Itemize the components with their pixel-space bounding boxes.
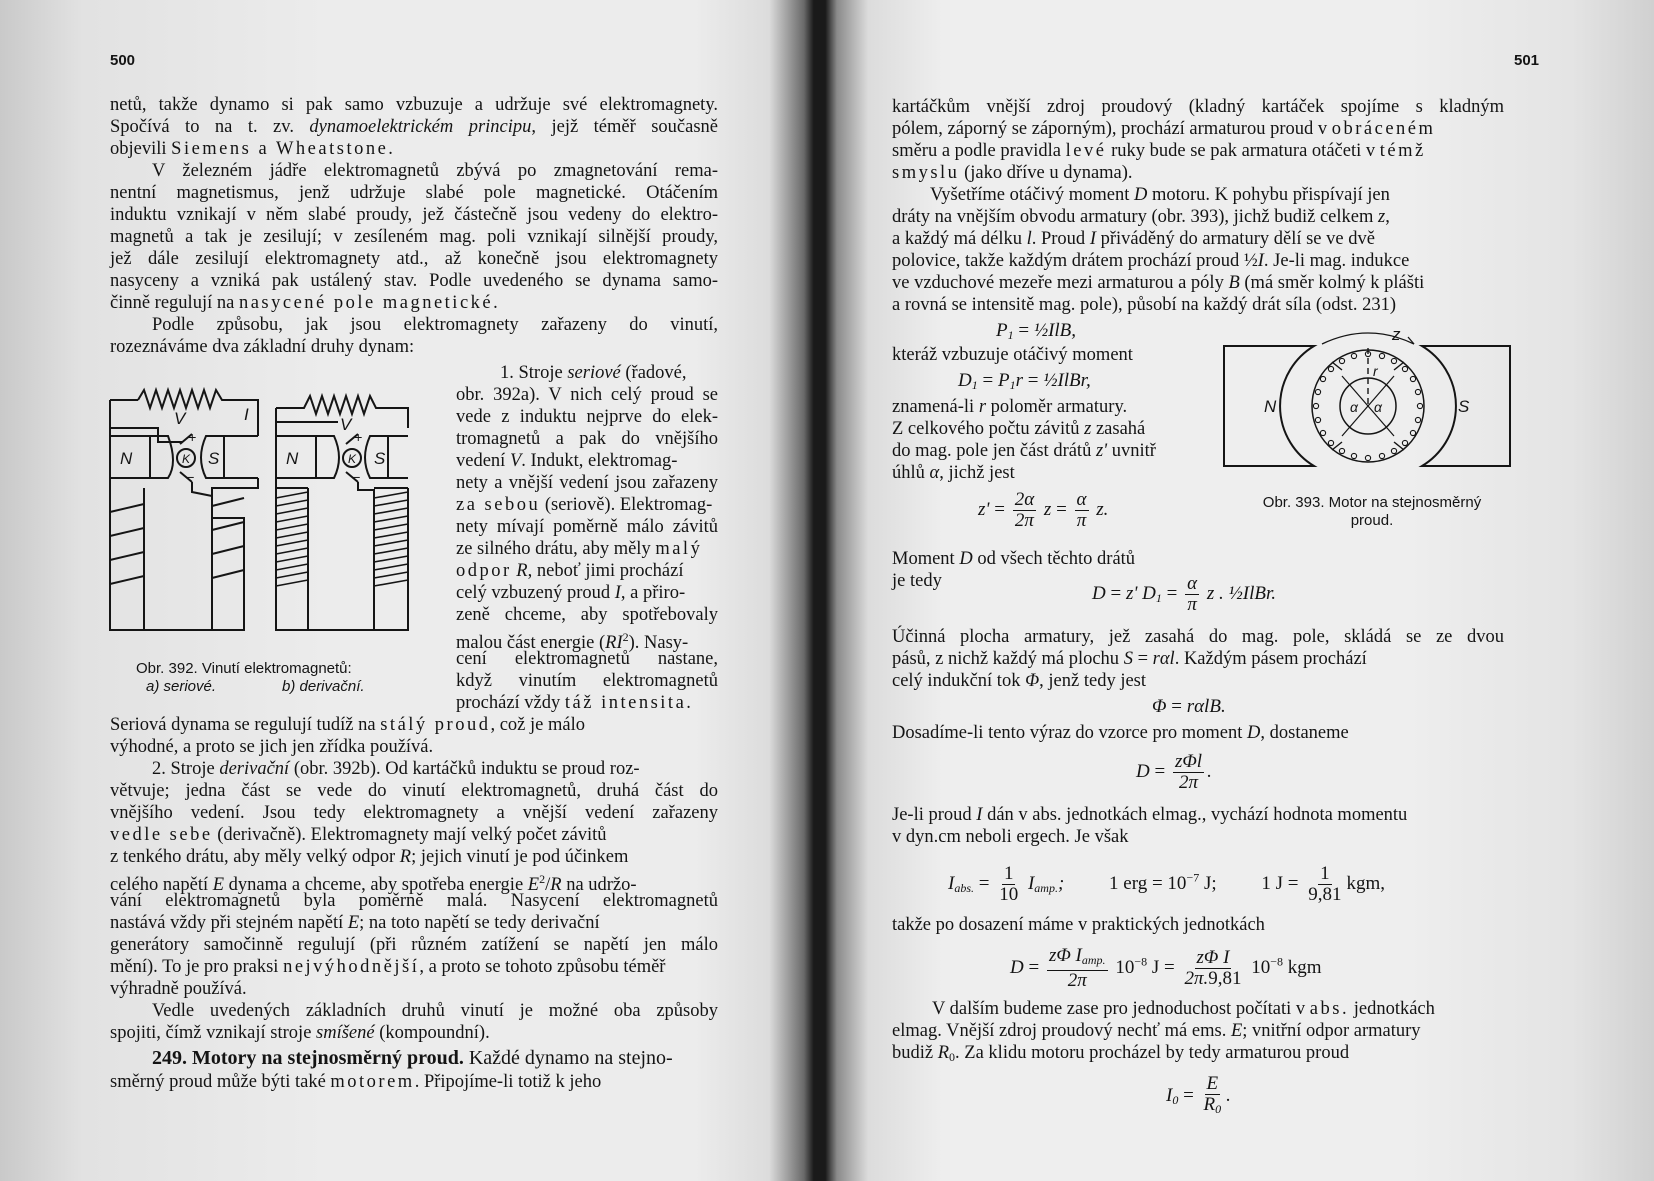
fig392-label-I: I (244, 405, 249, 424)
figure-392-caption-b: b) derivační. (282, 678, 365, 695)
fig393-label-S: S (1458, 397, 1470, 416)
fig392b-label-S: S (374, 449, 386, 468)
text-line: odpor R, neboť jimi prochází (456, 561, 684, 581)
text-line: cení elektromagnetů nastane, (456, 649, 718, 669)
figure-393-diagram (1222, 326, 1522, 484)
text-line: Podle způsobu, jak jsou elektromagnety zařazeny do vinutí, (152, 315, 718, 335)
text-line: Je-li proud I dán v abs. jednotkách elmag., vychází hodnota momentu (892, 805, 1408, 825)
text-line: znamená-li r poloměr armatury. (892, 397, 1128, 417)
text-line: Spočívá to na t. zv. dynamoelektrickém principu, jejž téměř současně (110, 117, 718, 137)
text-line: a rovná se intensitě mag. pole), působí na každý drát síla (odst. 231) (892, 295, 1396, 315)
fig392-label-K: K (182, 452, 191, 466)
text-line: Dosadíme-li tento výraz do vzorce pro moment D, dostaneme (892, 723, 1349, 743)
fig392-label-V: V (174, 409, 186, 428)
fig392b-label-V: V (340, 415, 352, 434)
text-line: induktu vznikají v něm slabé proudy, jež částečně jsou vedeny do elektro- (110, 205, 718, 225)
page-number: 500 (110, 52, 136, 69)
equation-P1: $P_1$ = ½IlB, (996, 320, 1077, 342)
text-line: ze silného drátu, aby měly malý (456, 539, 703, 559)
equation-I0: $I_0$ = $\frac{E}{R_0}$ . (1166, 1073, 1231, 1116)
text-line: celého napětí E dynama a chceme, aby spotřeba energie $E^2/R$ na udržo- (110, 872, 637, 896)
text-line: Seriová dynama se regulují tudíž na stálý proud, což je málo (110, 715, 585, 735)
text-line: prochází vždy táž intensita. (456, 693, 694, 713)
equation-Phi: Φ = rαlB. (1152, 696, 1226, 717)
text-line: zeně chceme, aby spotřebovaly (456, 605, 718, 625)
fig393-alpha-left: α (1350, 399, 1358, 415)
text-line: V dalším budeme zase pro jednoduchost počítati v abs. jednotkách (932, 999, 1435, 1019)
text-line: objevili Siemens a Wheatstone. (110, 139, 396, 159)
text-line: tromagnetů a pak do vnějšího (456, 429, 718, 449)
fig392-plus: + (188, 429, 197, 445)
text-line: V železném jádře elektromagnetů zbývá po zmagnetování rema- (152, 161, 718, 181)
text-line: vedle sebe (derivačně). Elektromagnety mají velký počet závitů (110, 825, 607, 845)
figure-393-caption: Obr. 393. Motor na stejnosměrný (1262, 494, 1482, 511)
text-line: činně regulují na nasycené pole magnetické. (110, 293, 501, 313)
text-line: smyslu (jako dříve u dynama). (892, 163, 1133, 183)
text-line: vedení V. Indukt, elektromag- (456, 451, 678, 471)
text-line: nety a vnější vedení jsou zařazeny (456, 473, 718, 493)
text-line: Z celkového počtu závitů z zasahá (892, 419, 1146, 439)
text-line: pásů, z nichž každý má plochu S = rαl. Každým pásem prochází (892, 649, 1367, 669)
text-line: vání elektromagnetů byla poměrně malá. Nasycení elektromagnetů (110, 891, 718, 911)
text-line: v dyn.cm neboli ergech. Je však (892, 827, 1129, 847)
text-line: netů, takže dynamo si pak samo vzbuzuje a udržuje své elektromagnety. (110, 95, 718, 115)
text-line: směru a podle pravidla levé ruky bude se pak armatura otáčeti v témž (892, 141, 1426, 161)
left-page (0, 0, 780, 1181)
fig392b-label-N: N (286, 449, 299, 468)
fig392b-minus: − (352, 469, 361, 485)
text-line: rozeznáváme dva základní druhy dynam: (110, 337, 415, 357)
text-line: takže po dosazení máme v praktických jednotkách (892, 915, 1265, 935)
figure-392-diagram (108, 378, 438, 648)
text-line: nasyceny a vzniká pak ustálený stav. Podle uvedeného se dynama samo- (110, 271, 718, 291)
text-line: úhlů α, jichž jest (892, 463, 1015, 483)
text-line: pólem, záporný se záporným), prochází armaturou proud v obráceném (892, 119, 1436, 139)
text-line: a každý má délku l. Proud I přiváděný do armatury dělí se ve dvě (892, 229, 1375, 249)
text-line: kartáčkům vnější zdroj proudový (kladný kartáček spojíme s kladným (892, 97, 1504, 117)
text-line: nety mívají poměrně málo závitů (456, 517, 718, 537)
text-line: polovice, takže každým drátem prochází proud ½I. Je-li mag. indukce (892, 251, 1410, 271)
text-line: nastává vždy při stejném napětí E; na toto napětí se tedy derivační (110, 913, 600, 933)
text-line: směrný proud může býti také motorem. Připojíme-li totiž k jeho (110, 1072, 602, 1092)
text-line: ve vzduchové mezeře mezi armaturou a póly B (má směr kolmý k plášti (892, 273, 1425, 293)
text-line: vede z induktu nejprve do elek- (456, 407, 718, 427)
text-line: obr. 392a). V nich celý proud se (456, 385, 718, 405)
section-heading-249: 249. Motory na stejnosměrný proud. Každé dynamo na stejno- (152, 1047, 673, 1069)
fig393-label-z: z (1392, 326, 1401, 344)
equation-D-phi: D = $\frac{\text{zΦl}}{2\pi}$ . (1136, 751, 1212, 793)
text-line: Moment D od všech těchto drátů (892, 549, 1136, 569)
fig392-label-N: N (120, 449, 133, 468)
equation-D: D = z' $D_1$ = $\frac{\alpha}{\pi}$ z . ½IlBr. (1092, 573, 1276, 615)
fig392b-plus: + (354, 429, 363, 445)
text-line: generátory samočinně regulují (při různém zatížení se napětí jen málo (110, 935, 718, 955)
text-line: z tenkého drátu, aby měly velký odpor R; jejich vinutí je pod účinkem (110, 847, 629, 867)
fig393-label-r: r (1373, 363, 1378, 379)
text-line: spojiti, čímž vznikají stroje smíšené (kompoundní). (110, 1023, 490, 1043)
text-line: za sebou (seriově). Elektromag- (456, 495, 713, 515)
equation-D-practical: D = $\frac{z\Phi I_{amp.}}{2\pi}$ $10^{-8}$ J = $\frac{\text{zΦ I}}{2\pi.9,81}$ $10^{-8}$ kgm (1010, 945, 1322, 991)
text-line: vnějšího vedení. Jsou tedy elektromagnety a vnější vedení zařazeny (110, 803, 718, 823)
text-line: magnetů a tak je zesilují; v zesíleném mag. poli vznikají silnější proudy, (110, 227, 718, 247)
figure-392-caption-a: a) seriové. (146, 678, 217, 695)
figure-392-caption: Obr. 392. Vinutí elektromagnetů: (136, 660, 352, 677)
fig393-label-N: N (1264, 397, 1277, 416)
fig392-label-S: S (208, 449, 220, 468)
text-line: 1. Stroje seriové (řadové, (500, 363, 687, 383)
text-line: do mag. pole jen část drátů z' uvnitř (892, 441, 1156, 461)
text-line: celý vzbuzený proud I, a přiro- (456, 583, 686, 603)
text-line: dráty na vnějším obvodu armatury (obr. 393), jichž budiž celkem z, (892, 207, 1390, 227)
right-page (830, 0, 1654, 1181)
text-line: budiž $R_0$. Za klidu motoru procházel by tedy armaturou proud (892, 1043, 1350, 1064)
text-line: malou část energie $(RI^2)$. Nasy- (456, 630, 689, 654)
equation-z-prime: z' = $\frac{2\alpha}{2\pi}$ z = $\frac{\alpha}{\pi}$ z. (978, 489, 1109, 531)
text-line: Vedle uvedených základních druhů vinutí je možné oba způsoby (152, 1001, 718, 1021)
page-number: 501 (1514, 52, 1540, 69)
text-line: výhodné, a proto se jich jen zřídka používá. (110, 737, 434, 757)
text-line: když vinutím elektromagnetů (456, 671, 718, 691)
fig392b-label-K: K (348, 452, 357, 466)
text-line: výhradně používá. (110, 979, 247, 999)
text-line: Vyšetříme otáčivý moment D motoru. K pohybu přispívají jen (930, 185, 1390, 205)
equation-units: $I_{abs.}$ = $\frac{1}{10}$ $I_{amp.}$; 1 erg = $10^{-7}$ J; 1 J = $\frac{1}{9,81}$ kgm, (948, 863, 1386, 905)
figure-393-caption: proud. (1350, 512, 1394, 529)
equation-D1: $D_1 = P_1r$ = ½IlBr, (958, 370, 1091, 392)
fig393-alpha-right: α (1374, 399, 1382, 415)
fig392-minus: − (186, 469, 195, 485)
text-line: jež dále zesilují elektromagnety atd., až konečně jsou elektromagnety (110, 249, 718, 269)
text-line: mění). To je pro praksi nejvýhodnější, a proto se tohoto způsobu téměř (110, 957, 666, 977)
text-line: 2. Stroje derivační (obr. 392b). Od kartáčků induktu se proud roz- (152, 759, 640, 779)
text-line: celý indukční tok Φ, jenž tedy jest (892, 671, 1147, 691)
text-line: větvuje; jedna část se vede do vinutí elektromagnetů, druhá část do (110, 781, 718, 801)
text-line: nentní magnetismus, jenž udržuje slabé pole magnetické. Otáčením (110, 183, 718, 203)
text-line: elmag. Vnější zdroj proudový nechť má ems. E; vnitřní odpor armatury (892, 1021, 1421, 1041)
text-line: je tedy (892, 571, 942, 591)
text-line: kteráž vzbuzuje otáčivý moment (892, 345, 1133, 365)
text-line: Účinná plocha armatury, jež zasahá do mag. pole, skládá se ze dvou (892, 627, 1504, 647)
